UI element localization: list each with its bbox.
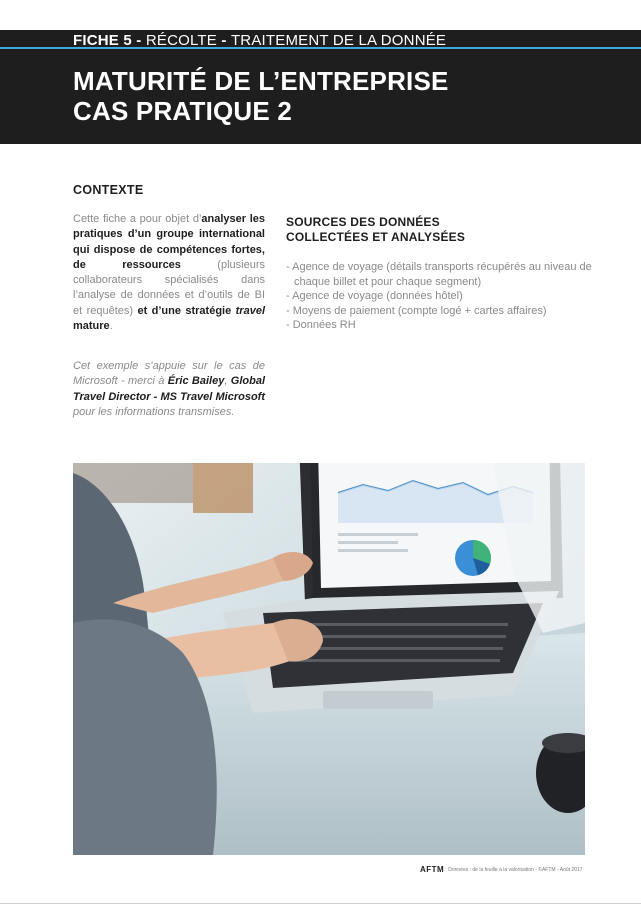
fiche-separator-1: - bbox=[131, 32, 146, 49]
fiche-separator-2: - bbox=[217, 32, 231, 49]
contexte-paragraph bbox=[73, 212, 265, 334]
laptop-photo bbox=[73, 463, 585, 855]
example-person-name: Éric Bailey bbox=[167, 375, 225, 388]
contexte-text-g: . bbox=[109, 320, 113, 333]
example-paragraph bbox=[73, 359, 265, 420]
contexte-text-a: Cette fiche a pour objet d’ bbox=[73, 213, 202, 225]
laptop-illustration bbox=[73, 463, 585, 855]
sources-list-item: - Données RH bbox=[286, 319, 356, 331]
sources-heading bbox=[286, 215, 465, 245]
fiche-subcategory: TRAITEMENT DE LA DONNÉE bbox=[230, 32, 447, 49]
sources-list-item: - Agence de voyage (détails transports récupérés au niveau de chaque billet et pour chaque segment) bbox=[286, 261, 592, 288]
fiche-number: FICHE 5 bbox=[73, 32, 132, 49]
bottom-divider bbox=[0, 903, 641, 904]
example-person-role: Global Travel Director - MS Travel Microsoft bbox=[73, 375, 266, 403]
sources-list-item: - Agence de voyage (données hôtel) bbox=[286, 290, 463, 302]
contexte-text-f: mature bbox=[73, 320, 110, 333]
aftm-logo: AFTM bbox=[420, 865, 445, 874]
page-title bbox=[73, 66, 449, 126]
fiche-breadcrumb bbox=[73, 32, 446, 49]
page-header bbox=[0, 30, 641, 144]
contexte-text-c: (plusieurs collaborateurs spécialisés dans l’analyse de données et d’outils de BI et requêtes) bbox=[73, 258, 265, 317]
sources-heading-line-2: COLLECTÉES ET ANALYSÉES bbox=[286, 230, 466, 244]
contexte-text-d: et d’une stratégie bbox=[137, 304, 236, 317]
contexte-heading: CONTEXTE bbox=[73, 183, 144, 197]
sources-list-item: - Moyens de paiement (compte logé + cartes affaires) bbox=[286, 304, 547, 317]
contexte-text-b: analyser les pratiques d’un groupe international qui dispose de compétences fortes, de ressources bbox=[73, 213, 265, 271]
page-title-line-1: MATURITÉ DE L’ENTREPRISE bbox=[73, 66, 449, 96]
page-footer bbox=[420, 865, 583, 874]
footer-text: Données : de la feuille à la valorisation - ©AFTM - Août 2017 bbox=[448, 866, 583, 873]
example-text-e: pour les informations transmises. bbox=[73, 405, 235, 418]
example-text-c: , bbox=[224, 375, 231, 388]
sources-list bbox=[286, 260, 596, 333]
sources-heading-line-1: SOURCES DES DONNÉES bbox=[286, 215, 440, 229]
contexte-text-e: travel bbox=[235, 304, 265, 317]
fiche-category: RÉCOLTE bbox=[145, 32, 217, 49]
page-title-line-2: CAS PRATIQUE 2 bbox=[73, 96, 293, 126]
example-text-a: Cet exemple s’appuie sur le cas de Microsoft - merci à bbox=[73, 360, 265, 388]
